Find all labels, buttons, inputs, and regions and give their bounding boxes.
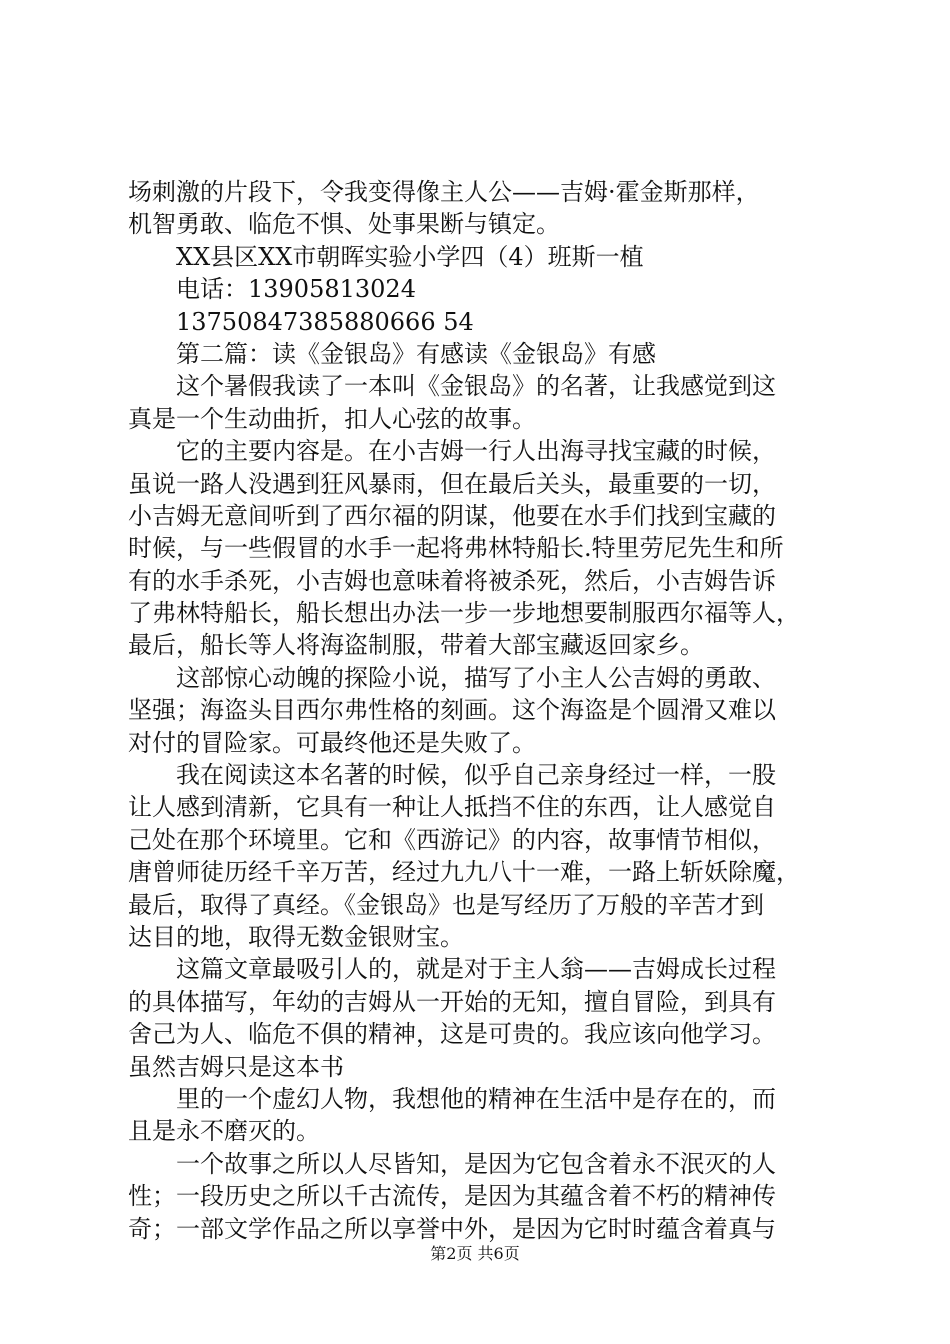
text-line: 唐曾师徒历经千辛万苦，经过九九八十一难，一路上斩妖除魔， <box>128 858 800 887</box>
text-line: 机智勇敢、临危不惧、处事果断与镇定。 <box>128 210 560 239</box>
text-line: 虽说一路人没遇到狂风暴雨，但在最后关头，最重要的一切， <box>128 469 776 498</box>
text-line: 我在阅读这本名著的时候，似乎自己亲身经过一样，一股 <box>176 761 776 790</box>
text-line: 时候，与一些假冒的水手一起将弗林特船长.特里劳尼先生和所 <box>128 534 784 563</box>
text-line: 对付的冒险家。可最终他还是失败了。 <box>128 728 536 757</box>
text-line: 它的主要内容是。在小吉姆一行人出海寻找宝藏的时候， <box>176 437 776 466</box>
document-body <box>128 176 836 1245</box>
text-line: 真是一个生动曲折，扣人心弦的故事。 <box>128 404 536 433</box>
text-line: 最后，取得了真经。《金银岛》也是写经历了万般的辛苦才到 <box>128 890 764 919</box>
text-line: XX县区XX市朝晖实验小学四（4）班斯一植 <box>176 242 644 271</box>
text-line: 坚强；海盗头目西尔弗性格的刻画。这个海盗是个圆滑又难以 <box>128 696 776 725</box>
text-line: 奇；一部文学作品之所以享誉中外，是因为它时时蕴含着真与 <box>128 1214 776 1243</box>
text-line: 己处在那个环境里。它和《西游记》的内容，故事情节相似， <box>128 825 776 854</box>
text-line: 有的水手杀死，小吉姆也意味着将被杀死，然后，小吉姆告诉 <box>128 566 776 595</box>
text-line: 里的一个虚幻人物，我想他的精神在生活中是存在的，而 <box>176 1084 776 1113</box>
page-footer <box>0 1244 950 1264</box>
text-line: 场刺激的片段下，令我变得像主人公——吉姆·霍金斯那样， <box>128 178 760 206</box>
text-line: 达目的地，取得无数金银财宝。 <box>128 922 464 951</box>
text-line: 13750847385880666 54 <box>176 307 474 336</box>
text-line: 最后，船长等人将海盗制服，带着大部宝藏返回家乡。 <box>128 631 704 660</box>
text-line: 让人感到清新，它具有一种让人抵挡不住的东西，让人感觉自 <box>128 793 776 822</box>
text-line: 电话：13905813024 <box>176 275 416 304</box>
text-line: 第二篇：读《金银岛》有感读《金银岛》有感 <box>176 339 656 368</box>
text-line: 虽然吉姆只是这本书 <box>128 1052 344 1081</box>
text-line: 性；一段历史之所以千古流传，是因为其蕴含着不朽的精神传 <box>128 1182 776 1211</box>
text-line: 了弗林特船长，船长想出办法一步一步地想要制服西尔福等人， <box>128 599 800 628</box>
text-line: 的具体描写，年幼的吉姆从一开始的无知，擅自冒险，到具有 <box>128 987 776 1016</box>
text-line: 舍己为人、临危不俱的精神，这是可贵的。我应该向他学习。 <box>128 1020 776 1049</box>
text-line: 且是永不磨灭的。 <box>128 1117 320 1146</box>
text-line: 这篇文章最吸引人的，就是对于主人翁——吉姆成长过程 <box>176 955 776 984</box>
text-line: 小吉姆无意间听到了西尔福的阴谋，他要在水手们找到宝藏的 <box>128 501 776 530</box>
page-number-label: 第2页 共6页 <box>430 1244 520 1263</box>
text-line: 这部惊心动魄的探险小说，描写了小主人公吉姆的勇敢、 <box>176 663 776 692</box>
text-line: 这个暑假我读了一本叫《金银岛》的名著，让我感觉到这 <box>176 372 776 401</box>
text-line: 一个故事之所以人尽皆知，是因为它包含着永不泯灭的人 <box>176 1149 776 1178</box>
